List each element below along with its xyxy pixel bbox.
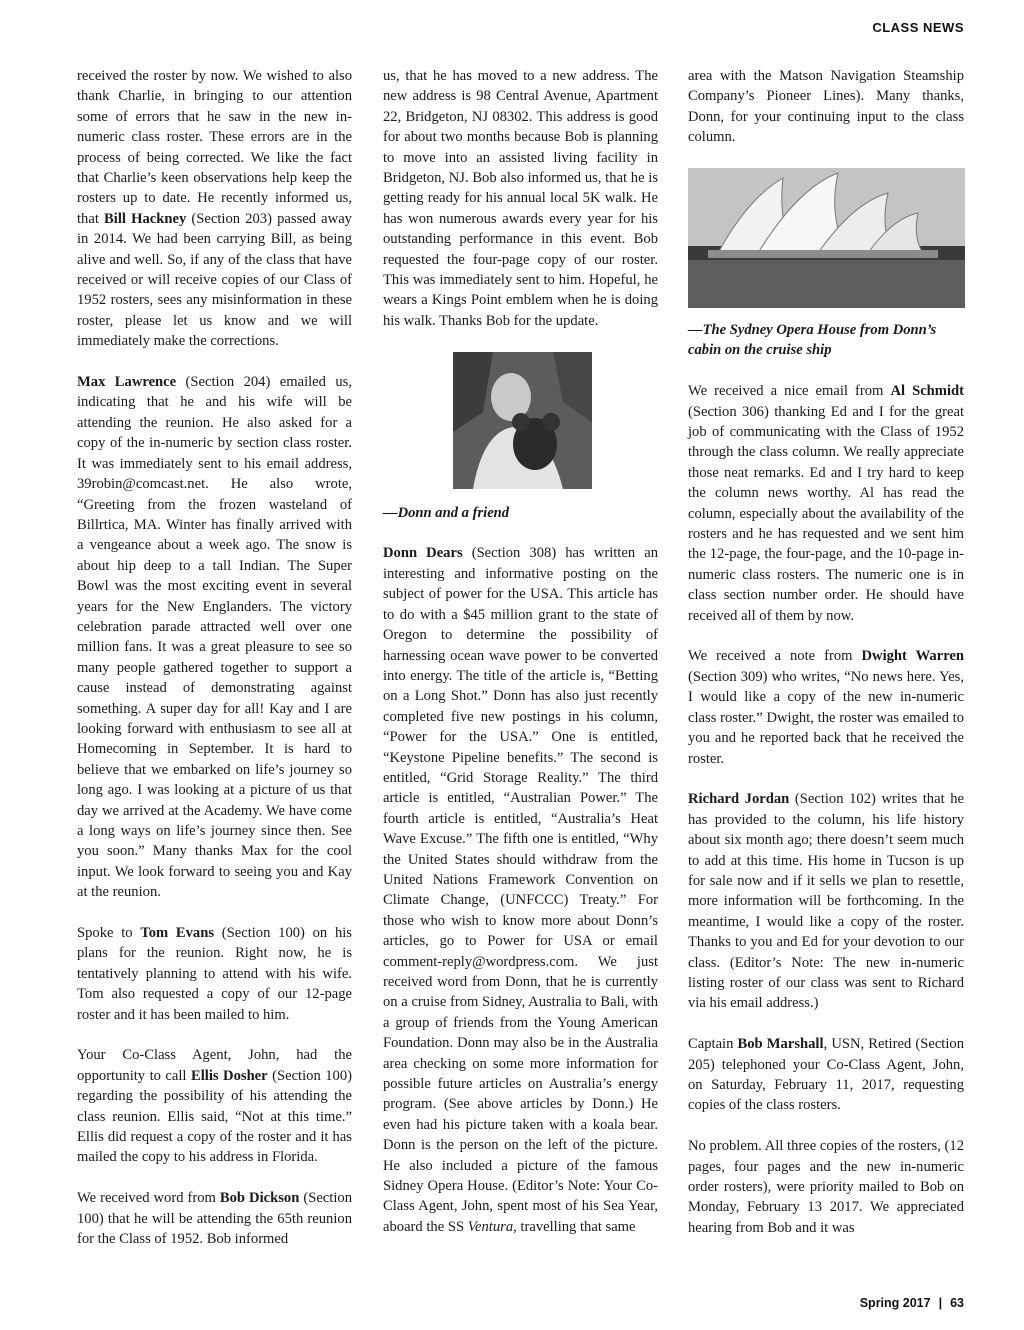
- paragraph-charlie: received the roster by now. We wished to also thank Charlie, in bringing to our attention some of errors that he saw in the new in-numeric class roster. These errors are in the process of being corrected. We like the fact that Charlie’s keen observations help keep the rosters up to date. He recently informed us, that Bill Hackney (Section 203) passed away in 2014. We had been carrying Bill, as being alive and well. So, if any of the class that have received or will receive copies of our Class of 1952 rosters, sees any misinformation in these roster, please let us know and we will immediately make the corrections.: [77, 68, 352, 350]
- paragraph-bob-marshall: Captain Bob Marshall, USN, Retired (Section 205) telephoned your Co-Class Agent, John, on Saturday, February 11, 2017, requesting copies of the class rosters.: [688, 1036, 964, 1114]
- footer-separator: |: [938, 1296, 943, 1310]
- column-2: [383, 66, 658, 1237]
- paragraph-donn-cont: area with the Matson Navigation Steamship Company’s Pioneer Lines). Many thanks, Donn, for your continuing input to the class column.: [688, 68, 964, 146]
- paragraph-no-problem: No problem. All three copies of the rosters, (12 pages, four pages and the new in-numeric order rosters), were priority mailed to Bob on Monday, February 13 2017. We appreciated hearing from Bob and it was: [688, 1138, 964, 1236]
- name-ellis-dosher: Ellis Dosher: [190, 1067, 268, 1084]
- paragraph-tom-evans: Spoke to Tom Evans (Section 100) on his plans for the reunion. Right now, he is tentatively planning to attend with his wife. Tom also requested a copy of our 12-page roster and it has been mailed to him.: [77, 925, 352, 1023]
- caption-donn: —Donn and a friend: [383, 504, 510, 521]
- name-donn-dears: Donn Dears: [383, 545, 463, 562]
- paragraph-richard-jordan: Richard Jordan (Section 102) writes that he has provided to the column, his life history about six month ago; there doesn’t seem much to add at this time. His home in Tucson is up for sale now and if it sells we plan to resettle, more information will be forthcoming. In the meantime, I would like a copy of the roster. Thanks to you and Ed for your devotion to our class. (Editor’s Note: The new in-numeric listing roster of our class was sent to Richard via his email address.): [688, 791, 964, 1012]
- page-number: 63: [950, 1296, 964, 1310]
- ship-name: Ventura: [467, 1218, 514, 1235]
- paragraph-bob-dickson: We received word from Bob Dickson (Section 100) that he will be attending the 65th reunion for the Class of 1952. Bob informed: [77, 1190, 352, 1248]
- name-al-schmidt: Al Schmidt: [890, 383, 964, 400]
- paragraph-max-lawrence: Max Lawrence (Section 204) emailed us, indicating that he and his wife will be attending the reunion. He also asked for a copy of the in-numeric by section class roster. It was immediately sent to his email address, 39robin@comcast.net. He also wrote, “Greeting from the frozen wasteland of Billrtica, MA. Winter has finally arrived with a vengeance about a week ago. The snow is about hip deep to a tall Indian. The Super Bowl was the most exciting event in several years for the New Englanders. The victory celebration parade attracted well over one million fans. It was a great pleasure to see so many people gathered together to support a cause instead of demonstrating against something. A super day for all! Kay and I are looking forward with enthusiasm to see all at Homecoming in September. It is hard to believe that we embarked on life’s journey so long ago. I was looking at a picture of us that day we arrived at the Academy. We have come a long ways on life’s journey since then. See you soon.” Many thanks Max for the cool input. We look forward to seeing you and Kay at the reunion.: [77, 374, 352, 901]
- name-max-lawrence: Max Lawrence: [77, 374, 177, 391]
- name-richard-jordan: Richard Jordan: [688, 791, 790, 808]
- caption-opera-house: —The Sydney Opera House from Donn’s cabin on the cruise ship: [688, 322, 937, 359]
- name-bob-marshall: Bob Marshall: [737, 1036, 824, 1053]
- name-bob-dickson: Bob Dickson: [219, 1190, 300, 1207]
- column-1: [77, 66, 352, 1250]
- donn-koala-photo: [453, 352, 592, 489]
- paragraph-bob-dickson-cont: us, that he has moved to a new address. The new address is 98 Central Avenue, Apartment 22, Bridgeton, NJ 08302. This address is good for about two months because Bob is planning to move into an assisted living facility in Bridgeton, NJ. Bob also informed us, that he is getting ready for his annual local 5K walk. He has won numerous awards every year for his outstanding performance in this event. Bob requested the four-page copy of our roster. This was immediately sent to him. Hopeful, he wears a Kings Point emblem when he is doing his walk. Thanks Bob for the update.: [383, 68, 658, 329]
- paragraph-al-schmidt: We received a nice email from Al Schmidt (Section 306) thanking Ed and I for the great job of communicating with the Class of 1952 through the class column. We really appreciate those neat remarks. Ed and I try hard to keep the column news worthy. Al has read the column, especially about the availability of the rosters and he has requested and we sent him the 12-page, the four-page, and the 10-page in-numeric class rosters. The numeric one is in class section number order. He should have received all of them by now.: [688, 383, 964, 624]
- name-bill-hackney: Bill Hackney: [104, 210, 187, 227]
- paragraph-donn-dears: Donn Dears (Section 308) has written an interesting and informative posting on the subject of power for the USA. This article has to do with a $45 million grant to the state of Oregon to determine the possibility of harnessing ocean wave power to be converted into energy. The title of the article is, “Betting on a Long Shot.” Donn has also just recently completed five new postings in his column, “Power for the USA.” One is entitled, “Keystone Pipeline benefits.” The second is entitled, “Grid Storage Reality.” The third article is entitled, “Australian Power.” The fourth article is entitled, “Australia’s Heat Wave Excuse.” The fifth one is entitled, “Why the United States should withdraw from the United Nations Framework Convention on Climate Change, (UNFCCC) Treaty.” For those who wish to know more about Donn’s articles, go to Power for USA or email comment-reply@wordpress.com. We just received word from Donn, that he is currently on a cruise from Sidney, Australia to Bali, with a group of friends from the Young American Foundation. Donn may also be in the Australia area checking on some more information for possible future articles on Australia’s energy program. (See above articles by Donn.) He even had his picture taken with a koala bear. Donn is the person on the left of the picture. He also included a picture of the famous Sidney Opera House. (Editor’s Note: Your Co-Class Agent, John, spent most of his Sea Year, aboard the SS Ventura, travelling that same: [383, 545, 658, 1235]
- paragraph-ellis-dosher: Your Co-Class Agent, John, had the opportunity to call Ellis Dosher (Section 100) regarding the possibility of his attending the class reunion. Ellis said, “Not at this time.” Ellis did request a copy of the roster and it has mailed the copy to his address in Florida.: [77, 1047, 352, 1166]
- opera-house-photo: [688, 168, 965, 308]
- paragraph-dwight-warren: We received a note from Dwight Warren (Section 309) who writes, “No news here. Yes, I would like a copy of the new in-numeric class roster.” Dwight, the roster was emailed to you and he reported back that he received the roster.: [688, 648, 964, 767]
- issue-label: Spring 2017: [859, 1296, 931, 1310]
- name-tom-evans: Tom Evans: [140, 925, 215, 942]
- column-3: [688, 66, 964, 1238]
- name-dwight-warren: Dwight Warren: [861, 648, 964, 665]
- section-header: CLASS NEWS: [872, 20, 964, 35]
- page-footer: [860, 1296, 964, 1310]
